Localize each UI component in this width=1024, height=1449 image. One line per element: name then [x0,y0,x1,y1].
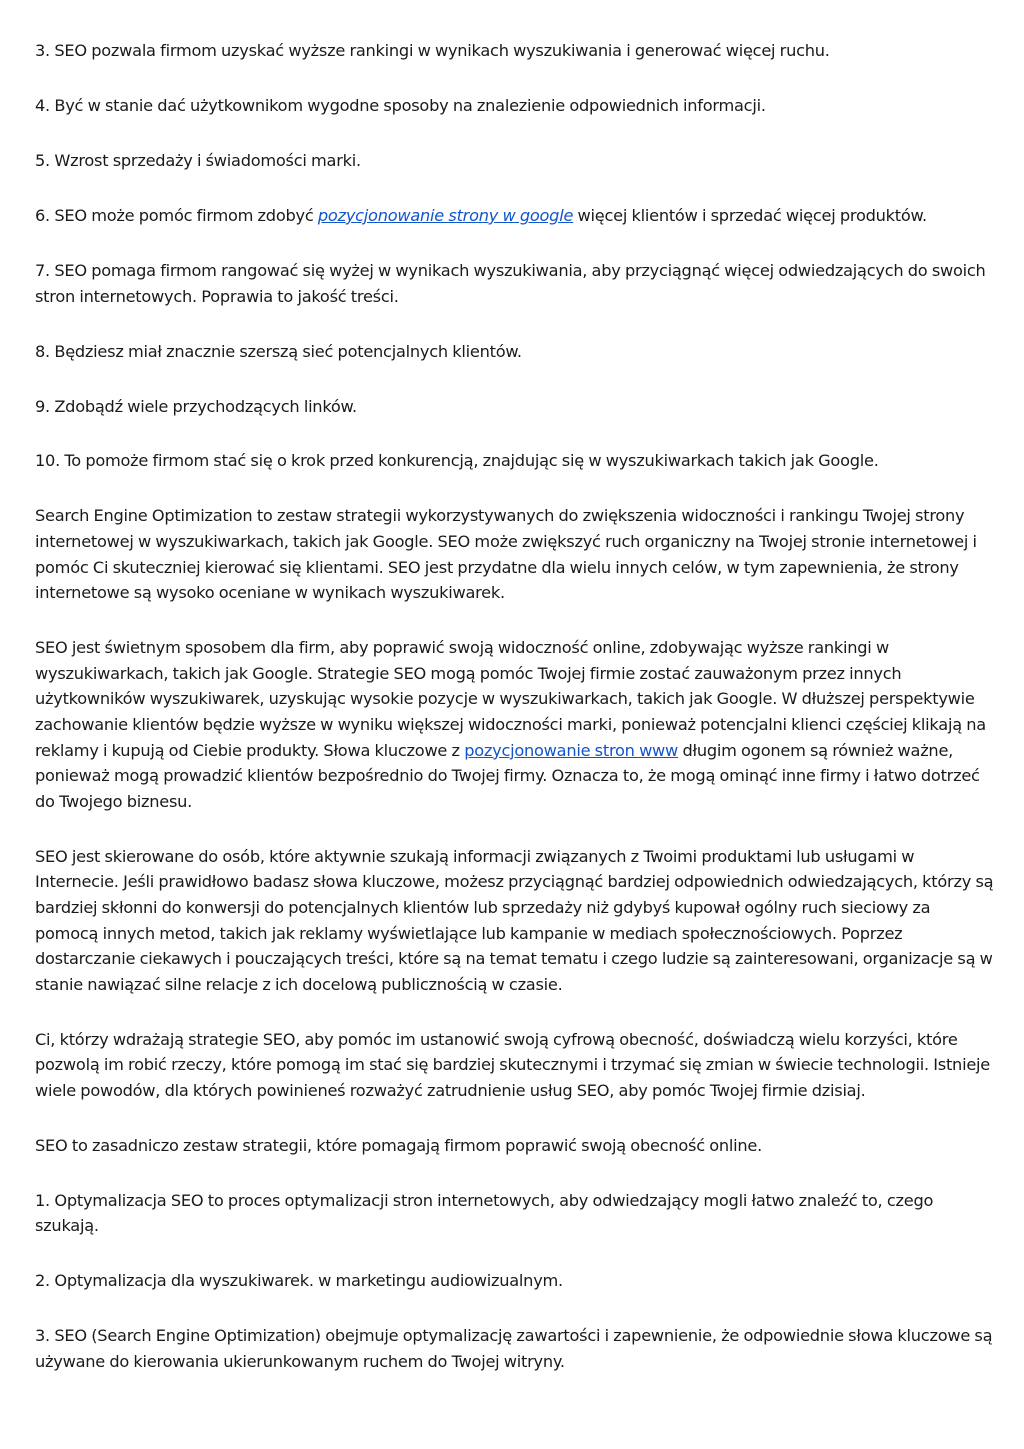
paragraph [35,448,997,474]
paragraph-text: 5. Wzrost sprzedaży i świadomości marki. [35,150,361,170]
paragraph-text: 10. To pomoże firmom stać się o krok przed konkurencją, znajdując się w wyszukiwarkach takich jak Google. [35,451,879,471]
paragraph-text: 3. SEO (Search Engine Optimization) obejmuje optymalizację zawartości i zapewnienie, że odpowiednie słowa kluczowe są używane do kierowania ukierunkowanym ruchem do Twojej witryny. [35,1326,993,1372]
inline-link[interactable]: pozycjonowanie stron www [464,740,679,760]
paragraph [35,503,997,605]
paragraph-text: długim ogonem są również ważne, ponieważ mogą prowadzić klientów bezpośrednio do Twojej firmy. Oznacza to, że mogą ominąć inne firmy i łatwo dotrzeć do Twojego biznesu. [35,740,980,811]
paragraph [35,394,997,420]
paragraph-text: więcej klientów i sprzedać więcej produktów. [573,205,927,225]
paragraph [35,339,997,365]
document-page [35,38,997,1404]
paragraph [35,1027,997,1104]
paragraph-text: 2. Optymalizacja dla wyszukiwarek. w marketingu audiowizualnym. [35,1271,563,1291]
paragraph [35,93,997,119]
paragraph-text: Search Engine Optimization to zestaw strategii wykorzystywanych do zwiększenia widoczności i rankingu Twojej strony internetowej w wyszukiwarkach, takich jak Google. SEO może zwiększyć ruch organiczny na Twojej stronie internetowej i pomóc Ci skuteczniej kierować się klientami. SEO jest przydatne dla wielu innych celów, w tym zapewnienia, że strony internetowe są wysoko oceniane w wynikach wyszukiwarek. [35,506,977,603]
paragraph [35,38,997,64]
paragraph [35,1323,997,1374]
paragraph-text: 8. Będziesz miał znacznie szerszą sieć potencjalnych klientów. [35,341,522,361]
paragraph-text: Ci, którzy wdrażają strategie SEO, aby pomóc im ustanowić swoją cyfrową obecność, doświadczą wielu korzyści, które pozwolą im robić rzeczy, które pomogą im stać się bardziej skutecznymi i trzymać się zmian w świecie technologii. Istnieje wiele powodów, dla których powinieneś rozważyć zatrudnienie usług SEO, aby pomóc Twojej firmie dzisiaj. [35,1029,990,1100]
paragraph [35,1188,997,1239]
paragraph [35,203,997,229]
paragraph [35,1133,997,1159]
paragraph-text: 3. SEO pozwala firmom uzyskać wyższe rankingi w wynikach wyszukiwania i generować więcej ruchu. [35,41,830,60]
paragraph [35,1268,997,1294]
paragraph-text: 4. Być w stanie dać użytkownikom wygodne sposoby na znalezienie odpowiednich informacji. [35,95,766,115]
paragraph [35,258,997,309]
paragraph-text: SEO jest świetnym sposobem dla firm, aby poprawić swoją widoczność online, zdobywając wyższe rankingi w wyszukiwarkach, takich jak Google. Strategie SEO mogą pomóc Twojej firmie zostać zauważonym przez innych użytkowników wyszukiwarek, uzyskując wysokie pozycje w wyszukiwarkach, takich jak Google. W dłuższej perspektywie zachowanie klientów będzie wyższe w wyniku większej widoczności marki, ponieważ potencjalni klienci częściej klikają na reklamy i kupują od Ciebie produkty. Słowa kluczowe z [35,638,986,760]
paragraph-text: SEO to zasadniczo zestaw strategii, które pomagają firmom poprawić swoją obecność online. [35,1135,763,1155]
paragraph-text: SEO jest skierowane do osób, które aktywnie szukają informacji związanych z Twoimi produktami lub usługami w Internecie. Jeśli prawidłowo badasz słowa kluczowe, możesz przyciągnąć bardziej odpowiednich odwiedzających, którzy są bardziej skłonni do konwersji do potencjalnych klientów lub sprzedaży niż gdybyś kupował ogólny ruch sieciowy za pomocą innych metod, takich jak reklamy wyświetlające lub kampanie w mediach społecznościowych. Poprzez dostarczanie ciekawych i pouczających treści, które są na temat tematu i czego ludzie są zainteresowani, organizacje są w stanie nawiązać silne relacje z ich docelową publicznością w czasie. [35,846,994,994]
inline-link[interactable]: pozycjonowanie strony w google [317,205,574,225]
paragraph [35,148,997,174]
paragraph-text: 9. Zdobądź wiele przychodzących linków. [35,396,357,416]
paragraph-text: 7. SEO pomaga firmom rangować się wyżej w wynikach wyszukiwania, aby przyciągnąć więcej odwiedzających do swoich stron internetowych. Poprawia to jakość treści. [35,260,986,306]
paragraph-text: 1. Optymalizacja SEO to proces optymalizacji stron internetowych, aby odwiedzający mogli łatwo znaleźć to, czego szukają. [35,1190,934,1236]
paragraph [35,844,997,998]
paragraph-text: 6. SEO może pomóc firmom zdobyć [35,205,318,225]
paragraph [35,635,997,814]
